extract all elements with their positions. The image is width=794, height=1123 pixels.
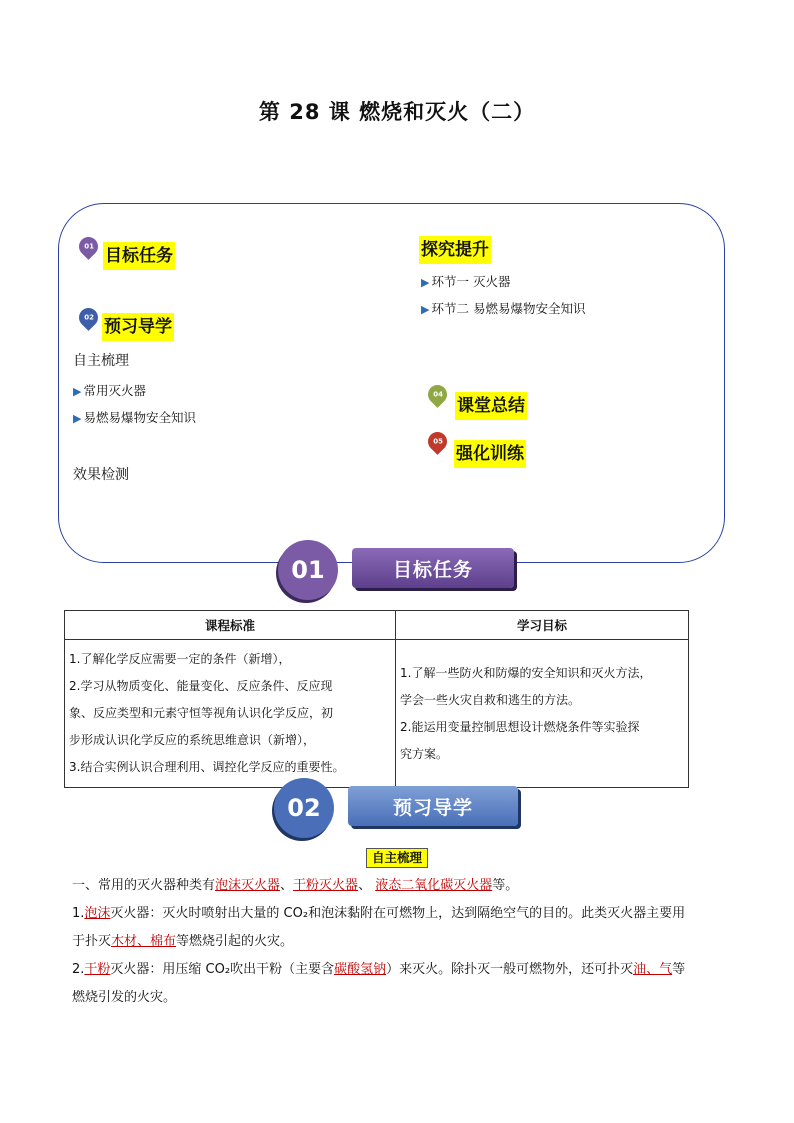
table-cell-goal xyxy=(396,640,689,788)
badge-02-icon: 02 xyxy=(75,304,102,331)
toc-check[interactable]: 效果检测 xyxy=(73,467,129,483)
section-02-banner: 预习导学 xyxy=(348,786,518,826)
triangle-icon: ▶ xyxy=(421,303,430,316)
toc-item-training[interactable]: 强化训练 xyxy=(454,440,526,468)
toc-sub-item-extinguisher[interactable]: ▶ 常用灭火器 xyxy=(73,383,146,398)
standards-table xyxy=(64,610,689,788)
toc-item-target-task[interactable]: 目标任务 xyxy=(103,242,175,270)
badge-05-icon: 05 xyxy=(424,428,451,455)
table-line: 1.了解一些防火和防爆的安全知识和灭火方法， xyxy=(400,665,652,680)
paragraph-foam: 1.泡沫灭火器：灭火时喷射出大量的 CO₂和泡沫黏附在可燃物上，达到隔绝空气的目的。此类灭火器主要用 于扑灭木材、棉布等燃烧引起的火灾。 xyxy=(72,906,686,949)
table-line: 步形成认识化学反应的系统思维意识（新增）， xyxy=(69,733,316,747)
toc-item-summary[interactable]: 课堂总结 xyxy=(455,392,527,420)
triangle-icon: ▶ xyxy=(421,276,430,289)
table-line: 3.结合实例认识合理利用、调控化学反应的重要性。 xyxy=(69,760,345,774)
section-01-number: 01 xyxy=(278,540,338,600)
toc-sub-item-safety[interactable]: ▶ 易燃易爆物安全知识 xyxy=(73,410,196,425)
paragraph-powder: 2.干粉灭火器：用压缩 CO₂吹出干粉（主要含碳酸氢钠）来灭火。除扑灭一般可燃物外，还可扑灭油、气等 燃烧引发的火灾。 xyxy=(72,962,686,1005)
table-line: 究方案。 xyxy=(400,746,449,761)
table-line: 学会一些火灾自救和逃生的方法。 xyxy=(400,692,581,707)
table-header-goal: 学习目标 xyxy=(396,611,689,640)
paragraph-types: 一、常用的灭火器种类有泡沫灭火器、干粉灭火器、 液态二氧化碳灭火器等。 xyxy=(72,878,519,893)
badge-01-icon: 01 xyxy=(75,233,102,260)
toc-link-section1[interactable]: ▶ 环节一 灭火器 xyxy=(421,274,511,289)
table-line: 象、反应类型和元素守恒等视角认识化学反应，初 xyxy=(69,706,334,720)
table-cell-standard xyxy=(65,640,396,788)
table-line: 1.了解化学反应需要一定的条件（新增）， xyxy=(69,652,291,666)
table-line: 2.能运用变量控制思想设计燃烧条件等实验探 xyxy=(400,719,640,734)
section-01-banner: 目标任务 xyxy=(352,548,514,588)
toc-sub-heading[interactable]: 自主梳理 xyxy=(73,353,129,369)
triangle-icon: ▶ xyxy=(73,385,82,398)
subsection-tag: 自主梳理 xyxy=(366,848,428,868)
toc-link-section2[interactable]: ▶ 环节二 易燃易爆物安全知识 xyxy=(421,301,586,316)
table-header-standard: 课程标准 xyxy=(65,611,396,640)
page-title: 第 28 课 燃烧和灭火（二） xyxy=(258,100,536,124)
badge-04-icon: 04 xyxy=(424,381,451,408)
toc-item-preview[interactable]: 预习导学 xyxy=(102,313,174,341)
toc-explore-heading[interactable]: 探究提升 xyxy=(419,236,491,264)
section-02-number: 02 xyxy=(274,778,334,838)
table-line: 2.学习从物质变化、能量变化、反应条件、反应现 xyxy=(69,679,333,693)
triangle-icon: ▶ xyxy=(73,412,82,425)
